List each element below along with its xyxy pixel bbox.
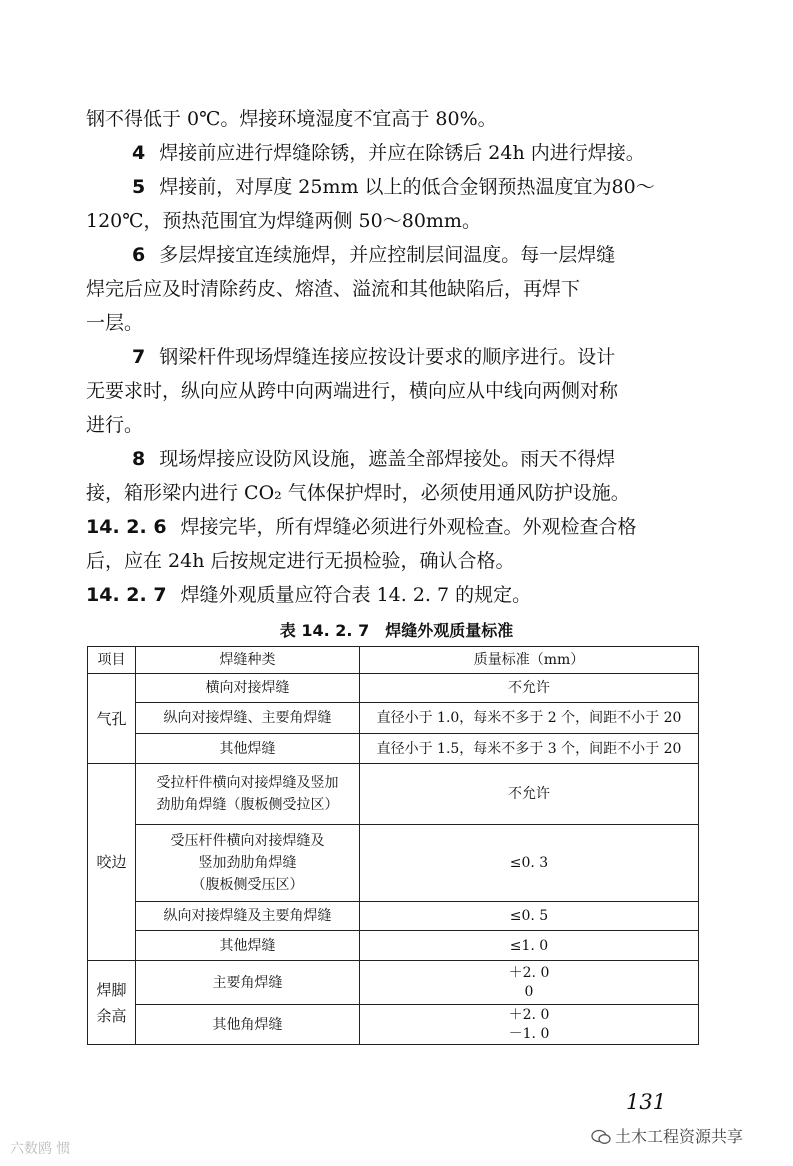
paragraph: [86, 578, 706, 612]
standard-cell: [360, 703, 699, 734]
standard-cell: [360, 902, 699, 931]
standard-line: ＋2. 0: [508, 1006, 550, 1023]
paragraph: [86, 102, 706, 136]
paragraph-line: [86, 374, 706, 408]
clause-number: 14. 2. 6: [86, 516, 167, 538]
weld-type-line: 纵向对接焊缝、主要角焊缝: [163, 710, 332, 726]
watermark-left: 六数鸥 惯: [10, 1141, 71, 1157]
weld-type-line: 受拉杆件横向对接焊缝及竖加: [156, 775, 339, 791]
standard-line: 不允许: [508, 680, 550, 696]
weld-type-cell: [136, 825, 360, 902]
standard-line: ≤1. 0: [509, 937, 549, 954]
standard-cell: [360, 734, 699, 764]
paragraph-line: [86, 170, 706, 204]
item-label: 气孔: [96, 709, 127, 728]
standard-line: 直径小于 1.5，每米不多于 3 个，间距不小于 20: [376, 740, 682, 757]
paragraph-line: [86, 238, 706, 272]
table-header-row: [88, 647, 699, 674]
line-text: 钢不得低于 0℃。焊接环境湿度不宜高于 80%。: [86, 108, 497, 130]
standard-cell: [360, 825, 699, 902]
line-text: 接，箱形梁内进行 CO₂ 气体保护焊时，必须使用通风防护设施。: [86, 482, 630, 504]
table-row: [88, 902, 699, 931]
table-row: [88, 674, 699, 703]
line-text: 无要求时，纵向应从跨中向两端进行，横向应从中线向两侧对称: [86, 380, 619, 402]
paragraph-line: [86, 578, 706, 612]
standard-line: 不允许: [508, 786, 550, 802]
paragraph: [86, 238, 706, 340]
watermark-right: [591, 1124, 743, 1147]
weld-type-cell: [136, 703, 360, 734]
item-cell: [88, 674, 136, 764]
table-row: [88, 734, 699, 764]
line-text: 多层焊接宜连续施焊，并应控制层间温度。每一层焊缝: [159, 244, 616, 266]
standard-cell: [360, 764, 699, 825]
paragraph-line: [86, 408, 706, 442]
weld-type-line: 横向对接焊缝: [205, 680, 290, 696]
paragraph: [86, 170, 706, 238]
paragraph-line: [86, 102, 706, 136]
weld-type-line: 受压杆件横向对接焊缝及: [170, 833, 325, 849]
standard-line: ≤0. 3: [509, 855, 549, 871]
standard-line: ≤0. 5: [509, 908, 549, 924]
weld-type-cell: [136, 734, 360, 764]
table-row: [88, 1005, 699, 1045]
weld-type-line: 劲肋角焊缝（腹板侧受拉区）: [156, 797, 339, 813]
weld-type-cell: [136, 1005, 360, 1045]
paragraph: [86, 442, 706, 510]
weld-quality-table: [87, 646, 699, 1045]
paragraph-line: [86, 544, 706, 578]
clause-number: 8: [132, 448, 146, 470]
line-text: 一层。: [86, 312, 144, 334]
line-text: 钢梁杆件现场焊缝连接应按设计要求的顺序进行。设计: [159, 346, 616, 368]
table-row: [88, 764, 699, 825]
paragraph-line: [86, 510, 706, 544]
item-cell: [88, 764, 136, 961]
table-row: [88, 961, 699, 1005]
standard-line: ＋2. 0: [508, 964, 550, 981]
weld-type-line: （腹板侧受压区）: [191, 877, 304, 893]
standard-line: －1. 0: [508, 1025, 550, 1042]
standard-line: 0: [524, 983, 534, 1000]
line-text: 进行。: [86, 414, 144, 436]
standard-line: 直径小于 1.0，每米不多于 2 个，间距不小于 20: [376, 710, 682, 726]
item-label: 焊脚余高: [96, 980, 127, 1025]
line-text: 焊完后应及时清除药皮、熔渣、溢流和其他缺陷后，再焊下: [86, 278, 581, 300]
table-header-cell: 项目: [88, 647, 136, 674]
clause-number: 6: [132, 244, 146, 266]
paragraph-line: [86, 204, 706, 238]
paragraph-line: [86, 136, 706, 170]
weld-type-line: 主要角焊缝: [212, 974, 283, 991]
table-header-cell: 焊缝种类: [136, 647, 360, 674]
table-row: [88, 825, 699, 902]
line-text: 焊缝外观质量应符合表 14. 2. 7 的规定。: [180, 584, 532, 606]
wechat-icon: [591, 1129, 611, 1145]
line-text: 120℃，预热范围宜为焊缝两侧 50～80mm。: [86, 210, 481, 232]
weld-type-cell: [136, 961, 360, 1005]
standard-cell: [360, 931, 699, 961]
paragraph: [86, 340, 706, 442]
weld-type-line: 其他焊缝: [219, 740, 276, 757]
weld-type-cell: [136, 931, 360, 961]
line-text: 焊接前应进行焊缝除锈，并应在除锈后 24h 内进行焊接。: [159, 142, 645, 164]
paragraph-line: [86, 442, 706, 476]
weld-type-cell: [136, 674, 360, 703]
standard-cell: [360, 674, 699, 703]
weld-type-line: 竖加劲肋角焊缝: [198, 855, 297, 871]
watermark-right-text: 土木工程资源共享: [615, 1127, 744, 1146]
page-number: 131: [626, 1090, 667, 1114]
weld-type-cell: [136, 902, 360, 931]
table-caption: 表 14. 2. 7 焊缝外观质量标准: [279, 621, 514, 640]
clause-number: 5: [132, 176, 146, 198]
line-text: 焊接前，对厚度 25mm 以上的低合金钢预热温度宜为80～: [159, 176, 655, 198]
item-label: 咬边: [96, 853, 127, 871]
table-header-cell: 质量标准（mm）: [360, 647, 699, 674]
paragraph: [86, 510, 706, 578]
line-text: 后，应在 24h 后按规定进行无损检验，确认合格。: [86, 550, 515, 572]
paragraph-line: [86, 340, 706, 374]
clause-number: 14. 2. 7: [86, 584, 167, 606]
weld-type-line: 其他角焊缝: [212, 1016, 283, 1033]
clause-number: 7: [132, 346, 146, 368]
paragraph-line: [86, 306, 706, 340]
weld-type-cell: [136, 764, 360, 825]
table-row: [88, 703, 699, 734]
paragraph-line: [86, 272, 706, 306]
item-cell: [88, 961, 136, 1045]
weld-type-line: 纵向对接焊缝及主要角焊缝: [163, 908, 332, 924]
paragraph: [86, 136, 706, 170]
paragraph-line: [86, 476, 706, 510]
standard-cell: [360, 961, 699, 1005]
weld-type-line: 其他焊缝: [219, 937, 276, 954]
clause-number: 4: [132, 142, 146, 164]
line-text: 焊接完毕，所有焊缝必须进行外观检查。外观检查合格: [180, 516, 637, 538]
line-text: 现场焊接应设防风设施，遮盖全部焊接处。雨天不得焊: [159, 448, 616, 470]
standard-cell: [360, 1005, 699, 1045]
table-row: [88, 931, 699, 961]
